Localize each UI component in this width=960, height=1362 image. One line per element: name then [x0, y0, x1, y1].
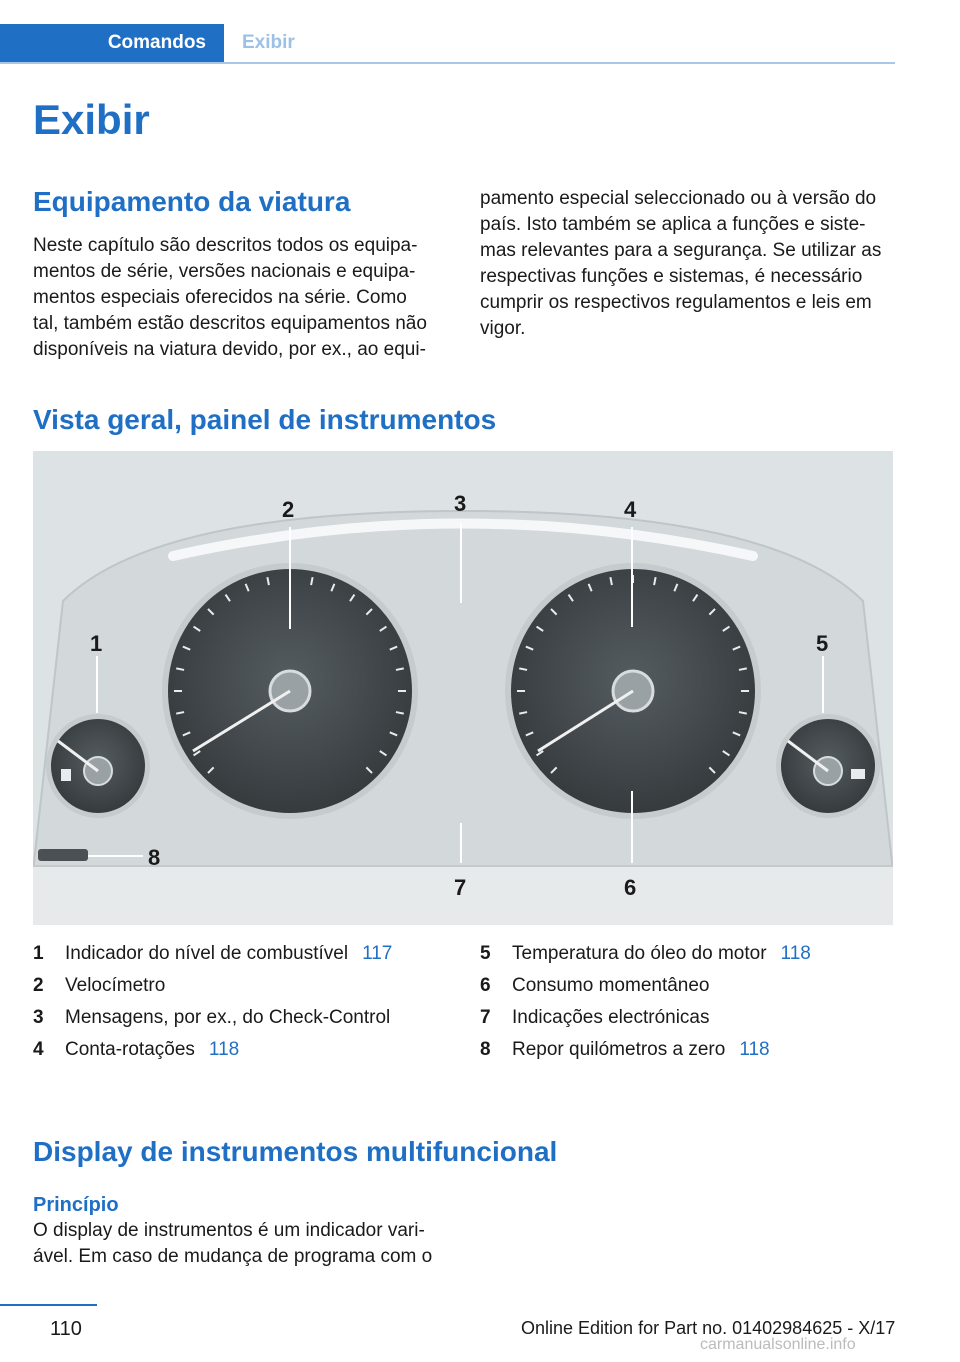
- legend-label: Consumo momentâneo: [512, 975, 710, 996]
- instrument-cluster-figure: [33, 451, 893, 925]
- page-reference-link[interactable]: 118: [739, 1039, 770, 1060]
- callout-5: 5: [816, 631, 829, 656]
- legend-number: 2: [33, 975, 44, 996]
- page-title: Exibir: [33, 96, 150, 143]
- legend-item: [33, 938, 453, 970]
- text-line: vigor.: [480, 318, 526, 339]
- section-title-multifunction: Display de instrumentos multifuncional: [33, 1136, 558, 1167]
- equipment-text-col2: [480, 186, 900, 342]
- legend-item: [33, 970, 453, 1002]
- edition-note: Online Edition for Part no. 01402984625 - X/17: [521, 1318, 896, 1338]
- text-line: mentos especiais oferecidos na série. Como: [33, 287, 407, 308]
- legend-number: 7: [480, 1007, 491, 1028]
- legend-number: 3: [33, 1007, 44, 1028]
- legend-label: Temperatura do óleo do motor: [512, 943, 767, 964]
- watermark: carmanualsonline.info: [700, 1336, 856, 1353]
- legend-right: [480, 938, 900, 1066]
- legend-item: [480, 938, 900, 970]
- footer-rule: [0, 1304, 97, 1306]
- legend-label: Mensagens, por ex., do Check-Control: [65, 1007, 391, 1028]
- equipment-text-col1: [33, 233, 453, 363]
- legend-label: Indicador do nível de combustível: [65, 943, 349, 964]
- page-reference-link[interactable]: 117: [362, 943, 393, 964]
- legend-number: 4: [33, 1039, 44, 1060]
- text-line: país. Isto também se aplica a funções e siste-: [480, 214, 866, 235]
- instrument-cluster-illustration: [33, 451, 893, 925]
- text-line: disponíveis na viatura devido, por ex., ao equi-: [33, 339, 426, 360]
- fuel-pump-icon: [61, 769, 71, 781]
- text-line: tal, também estão descritos equipamentos não: [33, 313, 427, 334]
- legend-item: [480, 1034, 900, 1066]
- text-line: mentos de série, versões nacionais e equipa-: [33, 261, 416, 282]
- section-title-equipment: Equipamento da viatura: [33, 186, 351, 217]
- section-title-overview: Vista geral, painel de instrumentos: [33, 404, 497, 435]
- tab-exibir[interactable]: Exibir: [242, 32, 295, 53]
- subsection-title-principle: Princípio: [33, 1194, 119, 1216]
- page-reference-link[interactable]: 118: [208, 1039, 240, 1060]
- text-line: respectivas funções e sistemas, é necessário: [480, 266, 863, 287]
- legend-number: 1: [33, 943, 44, 964]
- text-line: O display de instrumentos é um indicador vari-: [33, 1220, 425, 1241]
- legend-label: Repor quilómetros a zero: [512, 1039, 726, 1060]
- text-line: mas relevantes para a segurança. Se utilizar as: [480, 240, 882, 261]
- callout-3: 3: [454, 491, 467, 516]
- text-line: cumprir os respectivos regulamentos e leis em: [480, 292, 872, 313]
- text-line: Neste capítulo são descritos todos os equipa-: [33, 235, 418, 256]
- oil-can-icon: [851, 769, 865, 779]
- legend-label: Velocímetro: [65, 975, 166, 996]
- page-reference-link[interactable]: 118: [780, 943, 811, 964]
- legend-label: Indicações electrónicas: [512, 1007, 710, 1028]
- page-number: 110: [50, 1318, 82, 1340]
- tab-comandos[interactable]: Comandos: [0, 24, 224, 62]
- callout-8: 8: [148, 845, 161, 870]
- legend-item: [33, 1002, 453, 1034]
- callout-2: 2: [282, 497, 295, 522]
- text-line: ável. Em caso de mudança de programa com o: [33, 1246, 433, 1267]
- multifunction-text: [33, 1218, 453, 1270]
- legend-item: [33, 1034, 453, 1066]
- trip-reset-button: [38, 849, 88, 861]
- legend-left: [33, 938, 453, 1066]
- legend-item: [480, 1002, 900, 1034]
- callout-6: 6: [624, 875, 637, 900]
- legend-item: [480, 970, 900, 1002]
- header-tabbar: [0, 24, 895, 64]
- callout-4: 4: [624, 497, 637, 522]
- legend-number: 5: [480, 943, 491, 964]
- legend-number: 8: [480, 1039, 491, 1060]
- legend-number: 6: [480, 975, 491, 996]
- text-line: pamento especial seleccionado ou à versão do: [480, 188, 877, 209]
- legend-label: Conta-rotações: [65, 1039, 195, 1060]
- callout-1: 1: [90, 631, 103, 656]
- callout-7: 7: [454, 875, 467, 900]
